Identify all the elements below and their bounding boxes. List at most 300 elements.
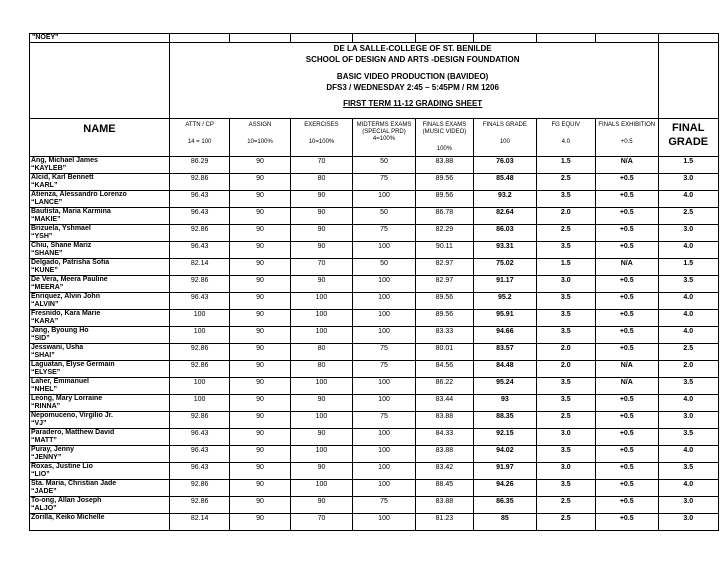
grade-cell-attn: 92.86	[169, 174, 229, 191]
grade-cell-mid: 50	[353, 157, 416, 174]
grade-cell-attn: 96.43	[169, 293, 229, 310]
grade-cell-fin: 82.29	[415, 225, 473, 242]
student-name-cell	[30, 412, 170, 429]
student-nickname: “KARA”	[31, 318, 59, 325]
grade-cell-fg: 75.02	[474, 259, 537, 276]
final-grade-column-header: FINAL GRADE	[658, 119, 719, 157]
table-row	[30, 225, 719, 242]
name-column-header: NAME	[30, 119, 170, 157]
student-name: Jesswani, Usha	[31, 344, 84, 351]
grade-cell-mid: 75	[353, 412, 416, 429]
grade-cell-fg: 93.2	[474, 191, 537, 208]
student-nickname: “LIO”	[31, 471, 50, 478]
grade-cell-fin: 82.97	[415, 259, 473, 276]
grade-cell-eq: 2.0	[536, 208, 595, 225]
grade-cell-final: 3.0	[658, 514, 719, 531]
student-name-cell	[30, 157, 170, 174]
grade-cell-exh: +0.5	[595, 463, 658, 480]
table-row	[30, 344, 719, 361]
grade-cell-fin: 83.33	[415, 327, 473, 344]
grade-cell-mid: 50	[353, 259, 416, 276]
student-name-cell	[30, 463, 170, 480]
nickname-label: "NOEY"	[30, 34, 170, 43]
grade-cell-fg: 82.64	[474, 208, 537, 225]
grade-cell-ex: 80	[290, 344, 353, 361]
student-nickname: “MEERA”	[31, 284, 64, 291]
student-name-cell	[30, 395, 170, 412]
grade-cell-mid: 75	[353, 361, 416, 378]
grade-cell-ex: 90	[290, 497, 353, 514]
grade-cell-attn: 96.43	[169, 429, 229, 446]
grade-cell-assign: 90	[230, 293, 290, 310]
grade-cell-ex: 100	[290, 412, 353, 429]
grade-cell-assign: 90	[230, 310, 290, 327]
grade-cell-exh: +0.5	[595, 412, 658, 429]
grade-cell-final: 2.5	[658, 208, 719, 225]
grade-cell-fg: 85.48	[474, 174, 537, 191]
grade-cell-fg: 94.02	[474, 446, 537, 463]
grade-cell-eq: 2.5	[536, 174, 595, 191]
grade-cell-eq: 3.5	[536, 395, 595, 412]
grade-cell-attn: 92.86	[169, 344, 229, 361]
grade-cell-fin: 84.56	[415, 361, 473, 378]
student-name: Laguatan, Elyse Germain	[31, 361, 115, 368]
table-row	[30, 310, 719, 327]
student-nickname: “RINNA”	[31, 403, 61, 410]
grade-cell-ex: 70	[290, 259, 353, 276]
course-title: BASIC VIDEO PRODUCTION (BAVIDEO)	[336, 72, 489, 81]
grade-cell-exh: +0.5	[595, 429, 658, 446]
school-name: DE LA SALLE-COLLEGE OF ST. BENILDE	[333, 44, 492, 53]
term-title: FIRST TERM 11-12 GRADING SHEET	[343, 99, 483, 108]
student-name-cell	[30, 361, 170, 378]
student-nickname: “LANCE”	[31, 199, 63, 206]
grade-cell-exh: +0.5	[595, 174, 658, 191]
grade-cell-exh: +0.5	[595, 344, 658, 361]
student-name-cell	[30, 327, 170, 344]
student-name-cell	[30, 276, 170, 293]
grade-cell-assign: 90	[230, 429, 290, 446]
grade-cell-final: 2.5	[658, 344, 719, 361]
grade-cell-fin: 89.56	[415, 293, 473, 310]
grade-cell-exh: +0.5	[595, 191, 658, 208]
grade-cell-exh: +0.5	[595, 293, 658, 310]
grade-cell-fg: 86.35	[474, 497, 537, 514]
grade-cell-final: 4.0	[658, 327, 719, 344]
grade-cell-mid: 100	[353, 395, 416, 412]
student-name-cell	[30, 378, 170, 395]
student-name-cell	[30, 191, 170, 208]
grade-cell-eq: 3.0	[536, 463, 595, 480]
grade-cell-exh: N/A	[595, 157, 658, 174]
grade-cell-assign: 90	[230, 480, 290, 497]
student-nickname: “YSH”	[31, 233, 53, 240]
grade-cell-exh: +0.5	[595, 310, 658, 327]
grade-cell-final: 3.0	[658, 174, 719, 191]
grade-cell-fin: 83.88	[415, 497, 473, 514]
table-row	[30, 412, 719, 429]
grade-cell-ex: 100	[290, 378, 353, 395]
table-row	[30, 480, 719, 497]
student-name: Brizuela, Yshmael	[31, 225, 91, 232]
student-nickname: “KAYLEB”	[31, 165, 67, 172]
grade-cell-ex: 80	[290, 174, 353, 191]
grade-cell-ex: 80	[290, 361, 353, 378]
grade-cell-mid: 100	[353, 514, 416, 531]
grade-cell-exh: +0.5	[595, 514, 658, 531]
grade-cell-fin: 80.01	[415, 344, 473, 361]
grade-cell-exh: +0.5	[595, 446, 658, 463]
grade-cell-eq: 3.5	[536, 191, 595, 208]
grade-cell-attn: 100	[169, 310, 229, 327]
student-nickname: “ELYSE”	[31, 369, 61, 376]
grade-cell-fg: 76.03	[474, 157, 537, 174]
grade-cell-fin: 81.23	[415, 514, 473, 531]
grade-cell-eq: 3.5	[536, 480, 595, 497]
grade-cell-mid: 100	[353, 378, 416, 395]
grade-cell-assign: 90	[230, 157, 290, 174]
grade-cell-fg: 84.48	[474, 361, 537, 378]
grade-cell-ex: 90	[290, 463, 353, 480]
grade-cell-mid: 75	[353, 225, 416, 242]
grade-cell-attn: 100	[169, 395, 229, 412]
student-name-cell	[30, 242, 170, 259]
student-nickname: “KARL”	[31, 182, 58, 189]
grade-cell-ex: 100	[290, 310, 353, 327]
grade-cell-eq: 3.5	[536, 378, 595, 395]
grade-cell-eq: 3.5	[536, 242, 595, 259]
grade-cell-attn: 96.43	[169, 463, 229, 480]
student-name-cell	[30, 514, 170, 531]
grade-cell-fg: 93	[474, 395, 537, 412]
grade-cell-ex: 90	[290, 191, 353, 208]
student-name-cell	[30, 446, 170, 463]
grade-cell-fin: 82.97	[415, 276, 473, 293]
grade-cell-final: 4.0	[658, 293, 719, 310]
grade-cell-ex: 70	[290, 514, 353, 531]
grade-cell-fin: 90.11	[415, 242, 473, 259]
grade-cell-ex: 100	[290, 446, 353, 463]
grade-cell-assign: 90	[230, 344, 290, 361]
finals-exams-column-header: FINALS EXAMS (MUSIC VIDEO) 100%	[415, 119, 473, 157]
grade-cell-final: 3.5	[658, 429, 719, 446]
grade-cell-mid: 100	[353, 242, 416, 259]
student-nickname: “VJ”	[31, 420, 47, 427]
grade-cell-fg: 94.66	[474, 327, 537, 344]
grade-cell-eq: 2.5	[536, 514, 595, 531]
grade-cell-ex: 100	[290, 293, 353, 310]
grade-cell-attn: 96.43	[169, 446, 229, 463]
grade-cell-attn: 82.14	[169, 514, 229, 531]
grade-cell-fg: 91.97	[474, 463, 537, 480]
student-name: Bautista, Maria Karmina	[31, 208, 111, 215]
grade-cell-fg: 92.15	[474, 429, 537, 446]
grade-table	[29, 33, 719, 531]
student-name-cell	[30, 344, 170, 361]
student-name: Leong, Mary Lorraine	[31, 395, 103, 402]
grade-cell-eq: 2.5	[536, 412, 595, 429]
grade-cell-fin: 83.88	[415, 446, 473, 463]
grade-cell-mid: 50	[353, 208, 416, 225]
grade-cell-fin: 83.42	[415, 463, 473, 480]
grade-cell-final: 3.5	[658, 463, 719, 480]
grade-cell-fin: 83.88	[415, 412, 473, 429]
grade-cell-ex: 90	[290, 276, 353, 293]
student-name: Enriquez, Alvin John	[31, 293, 100, 300]
grade-cell-fin: 86.78	[415, 208, 473, 225]
grade-cell-eq: 2.0	[536, 344, 595, 361]
student-name: To-ong, Allan Joseph	[31, 497, 102, 504]
grade-cell-fg: 94.26	[474, 480, 537, 497]
grade-cell-fin: 88.45	[415, 480, 473, 497]
student-nickname: “SID”	[31, 335, 50, 342]
grade-cell-assign: 90	[230, 395, 290, 412]
grade-cell-fin: 89.56	[415, 174, 473, 191]
grade-cell-mid: 100	[353, 429, 416, 446]
grade-cell-exh: +0.5	[595, 225, 658, 242]
grade-cell-ex: 90	[290, 208, 353, 225]
attn-column-header: ATTN / CP 14 = 100	[169, 119, 229, 157]
grade-cell-attn: 82.14	[169, 259, 229, 276]
grade-cell-final: 4.0	[658, 446, 719, 463]
table-row	[30, 497, 719, 514]
table-row	[30, 242, 719, 259]
grade-cell-fg: 83.57	[474, 344, 537, 361]
grade-cell-exh: +0.5	[595, 497, 658, 514]
grade-cell-exh: +0.5	[595, 276, 658, 293]
grade-cell-assign: 90	[230, 378, 290, 395]
grade-cell-attn: 100	[169, 378, 229, 395]
student-name-cell	[30, 208, 170, 225]
grade-cell-eq: 3.5	[536, 293, 595, 310]
table-row	[30, 276, 719, 293]
grade-cell-assign: 90	[230, 174, 290, 191]
student-name: Paradero, Matthew David	[31, 429, 115, 436]
grade-cell-ex: 90	[290, 395, 353, 412]
table-row	[30, 259, 719, 276]
grade-cell-fin: 89.56	[415, 310, 473, 327]
grade-cell-ex: 90	[290, 225, 353, 242]
student-name-cell	[30, 174, 170, 191]
student-nickname: “KUNE”	[31, 267, 58, 274]
grade-cell-eq: 1.5	[536, 157, 595, 174]
student-name: Atienza, Alessandro Lorenzo	[31, 191, 127, 198]
table-row	[30, 514, 719, 531]
grade-cell-fg: 95.91	[474, 310, 537, 327]
grade-cell-assign: 90	[230, 259, 290, 276]
student-name: Fresnido, Kara Marie	[31, 310, 101, 317]
student-name: Jang, Byoung Ho	[31, 327, 89, 334]
grade-cell-eq: 1.5	[536, 259, 595, 276]
grade-cell-assign: 90	[230, 463, 290, 480]
table-row	[30, 174, 719, 191]
grade-cell-assign: 90	[230, 208, 290, 225]
finals-exhibition-column-header: FINALS EXHIBITION +0.5	[595, 119, 658, 157]
grade-cell-fin: 83.88	[415, 157, 473, 174]
grade-cell-fin: 86.22	[415, 378, 473, 395]
grade-cell-exh: +0.5	[595, 395, 658, 412]
grade-cell-fg: 95.24	[474, 378, 537, 395]
grade-cell-eq: 2.5	[536, 497, 595, 514]
grade-cell-mid: 100	[353, 327, 416, 344]
grade-cell-assign: 90	[230, 514, 290, 531]
student-name: Zorilla, Keiko Michelle	[31, 514, 105, 521]
student-nickname: “JENNY”	[31, 454, 62, 461]
grade-cell-assign: 90	[230, 191, 290, 208]
student-name: Puray, Jenny	[31, 446, 75, 453]
grade-cell-final: 3.0	[658, 412, 719, 429]
finals-grade-column-header: FINALS GRADE 100	[474, 119, 537, 157]
grade-cell-mid: 100	[353, 191, 416, 208]
grade-cell-eq: 3.5	[536, 327, 595, 344]
grade-cell-mid: 75	[353, 344, 416, 361]
grade-cell-eq: 2.5	[536, 225, 595, 242]
midterms-column-header: MIDTERMS EXAMS (SPECIAL PRD) 4=100%	[353, 119, 416, 157]
grade-cell-fg: 95.2	[474, 293, 537, 310]
grade-cell-eq: 3.0	[536, 429, 595, 446]
assign-column-header: ASSIGN 10=100%	[230, 119, 290, 157]
grade-cell-attn: 96.43	[169, 242, 229, 259]
exercises-column-header: EXERCISES 10=100%	[290, 119, 353, 157]
grade-cell-ex: 100	[290, 327, 353, 344]
grade-cell-ex: 70	[290, 157, 353, 174]
grade-cell-attn: 92.86	[169, 361, 229, 378]
table-row	[30, 361, 719, 378]
grade-cell-exh: +0.5	[595, 242, 658, 259]
table-row	[30, 395, 719, 412]
grade-cell-eq: 3.5	[536, 446, 595, 463]
student-nickname: “ALJO”	[31, 505, 57, 512]
grade-cell-fg: 91.17	[474, 276, 537, 293]
grade-cell-assign: 90	[230, 412, 290, 429]
student-name: De Vera, Meera Pauline	[31, 276, 108, 283]
table-row	[30, 429, 719, 446]
grade-cell-final: 3.0	[658, 225, 719, 242]
table-row	[30, 208, 719, 225]
grade-cell-fg: 88.35	[474, 412, 537, 429]
grade-cell-fin: 83.44	[415, 395, 473, 412]
grade-cell-exh: N/A	[595, 361, 658, 378]
student-name-cell	[30, 497, 170, 514]
grade-cell-final: 4.0	[658, 242, 719, 259]
grade-cell-attn: 92.86	[169, 412, 229, 429]
grade-cell-final: 4.0	[658, 395, 719, 412]
table-row	[30, 191, 719, 208]
grade-cell-exh: +0.5	[595, 327, 658, 344]
grade-cell-attn: 86.29	[169, 157, 229, 174]
student-name: Roxas, Justine Lio	[31, 463, 93, 470]
grade-cell-mid: 100	[353, 310, 416, 327]
student-nickname: “ALVIN”	[31, 301, 59, 308]
student-name: Delgado, Patrisha Sofia	[31, 259, 110, 266]
grade-cell-attn: 92.86	[169, 276, 229, 293]
grade-cell-assign: 90	[230, 225, 290, 242]
grade-cell-assign: 90	[230, 446, 290, 463]
grade-cell-mid: 100	[353, 276, 416, 293]
table-row	[30, 463, 719, 480]
student-nickname: “SHAI”	[31, 352, 55, 359]
student-name: Sta. Maria, Christian Jade	[31, 480, 117, 487]
table-row	[30, 293, 719, 310]
grade-cell-mid: 100	[353, 480, 416, 497]
student-nickname: “MATT”	[31, 437, 57, 444]
grade-cell-exh: +0.5	[595, 480, 658, 497]
grade-cell-mid: 100	[353, 463, 416, 480]
grade-cell-final: 2.0	[658, 361, 719, 378]
grade-cell-attn: 92.86	[169, 497, 229, 514]
grade-cell-ex: 90	[290, 242, 353, 259]
student-name: Alcid, Karl Bennett	[31, 174, 94, 181]
table-row	[30, 446, 719, 463]
fg-equiv-column-header: FG EQUIV 4.0	[536, 119, 595, 157]
student-nickname: “SHANE”	[31, 250, 63, 257]
student-nickname: “MAKIE”	[31, 216, 61, 223]
grade-cell-attn: 96.43	[169, 208, 229, 225]
student-name-cell	[30, 480, 170, 497]
grade-cell-fg: 86.03	[474, 225, 537, 242]
grade-cell-final: 3.0	[658, 497, 719, 514]
student-name: Laher, Emmanuel	[31, 378, 89, 385]
student-name-cell	[30, 310, 170, 327]
grade-cell-mid: 100	[353, 446, 416, 463]
grade-cell-final: 1.5	[658, 157, 719, 174]
grade-cell-mid: 75	[353, 174, 416, 191]
grade-cell-ex: 100	[290, 480, 353, 497]
student-name-cell	[30, 259, 170, 276]
grade-cell-final: 3.5	[658, 378, 719, 395]
student-name: Ang, Michael James	[31, 157, 98, 164]
grade-cell-attn: 100	[169, 327, 229, 344]
grade-cell-fg: 85	[474, 514, 537, 531]
grade-cell-final: 4.0	[658, 310, 719, 327]
grade-cell-fin: 89.56	[415, 191, 473, 208]
student-name-cell	[30, 225, 170, 242]
student-name-cell	[30, 293, 170, 310]
grade-cell-attn: 96.43	[169, 191, 229, 208]
table-row	[30, 327, 719, 344]
grade-cell-fin: 84.33	[415, 429, 473, 446]
student-name: Chiu, Shane Mariz	[31, 242, 92, 249]
grade-cell-exh: +0.5	[595, 208, 658, 225]
table-row	[30, 157, 719, 174]
grade-cell-fg: 93.31	[474, 242, 537, 259]
department-name: SCHOOL OF DESIGN AND ARTS -DESIGN FOUNDATION	[305, 55, 520, 64]
student-name-cell	[30, 429, 170, 446]
student-name: Nepomuceno, Virgilio Jr.	[31, 412, 113, 419]
grade-cell-assign: 90	[230, 497, 290, 514]
grade-cell-eq: 3.0	[536, 276, 595, 293]
grade-cell-attn: 92.86	[169, 480, 229, 497]
grade-cell-attn: 92.86	[169, 225, 229, 242]
student-nickname: “JADE”	[31, 488, 57, 495]
grade-cell-final: 4.0	[658, 191, 719, 208]
grade-cell-assign: 90	[230, 327, 290, 344]
grade-cell-mid: 75	[353, 497, 416, 514]
table-row	[30, 378, 719, 395]
grade-cell-mid: 100	[353, 293, 416, 310]
grade-cell-eq: 3.5	[536, 310, 595, 327]
grade-cell-assign: 90	[230, 276, 290, 293]
grade-cell-assign: 90	[230, 361, 290, 378]
grade-cell-exh: N/A	[595, 259, 658, 276]
student-nickname: “NHEL”	[31, 386, 58, 393]
grade-cell-eq: 2.0	[536, 361, 595, 378]
grade-cell-final: 1.5	[658, 259, 719, 276]
grade-cell-ex: 90	[290, 429, 353, 446]
schedule: DFS3 / WEDNESDAY 2:45 – 5:45PM / RM 1206	[326, 83, 499, 92]
grade-cell-final: 4.0	[658, 480, 719, 497]
grade-cell-exh: N/A	[595, 378, 658, 395]
